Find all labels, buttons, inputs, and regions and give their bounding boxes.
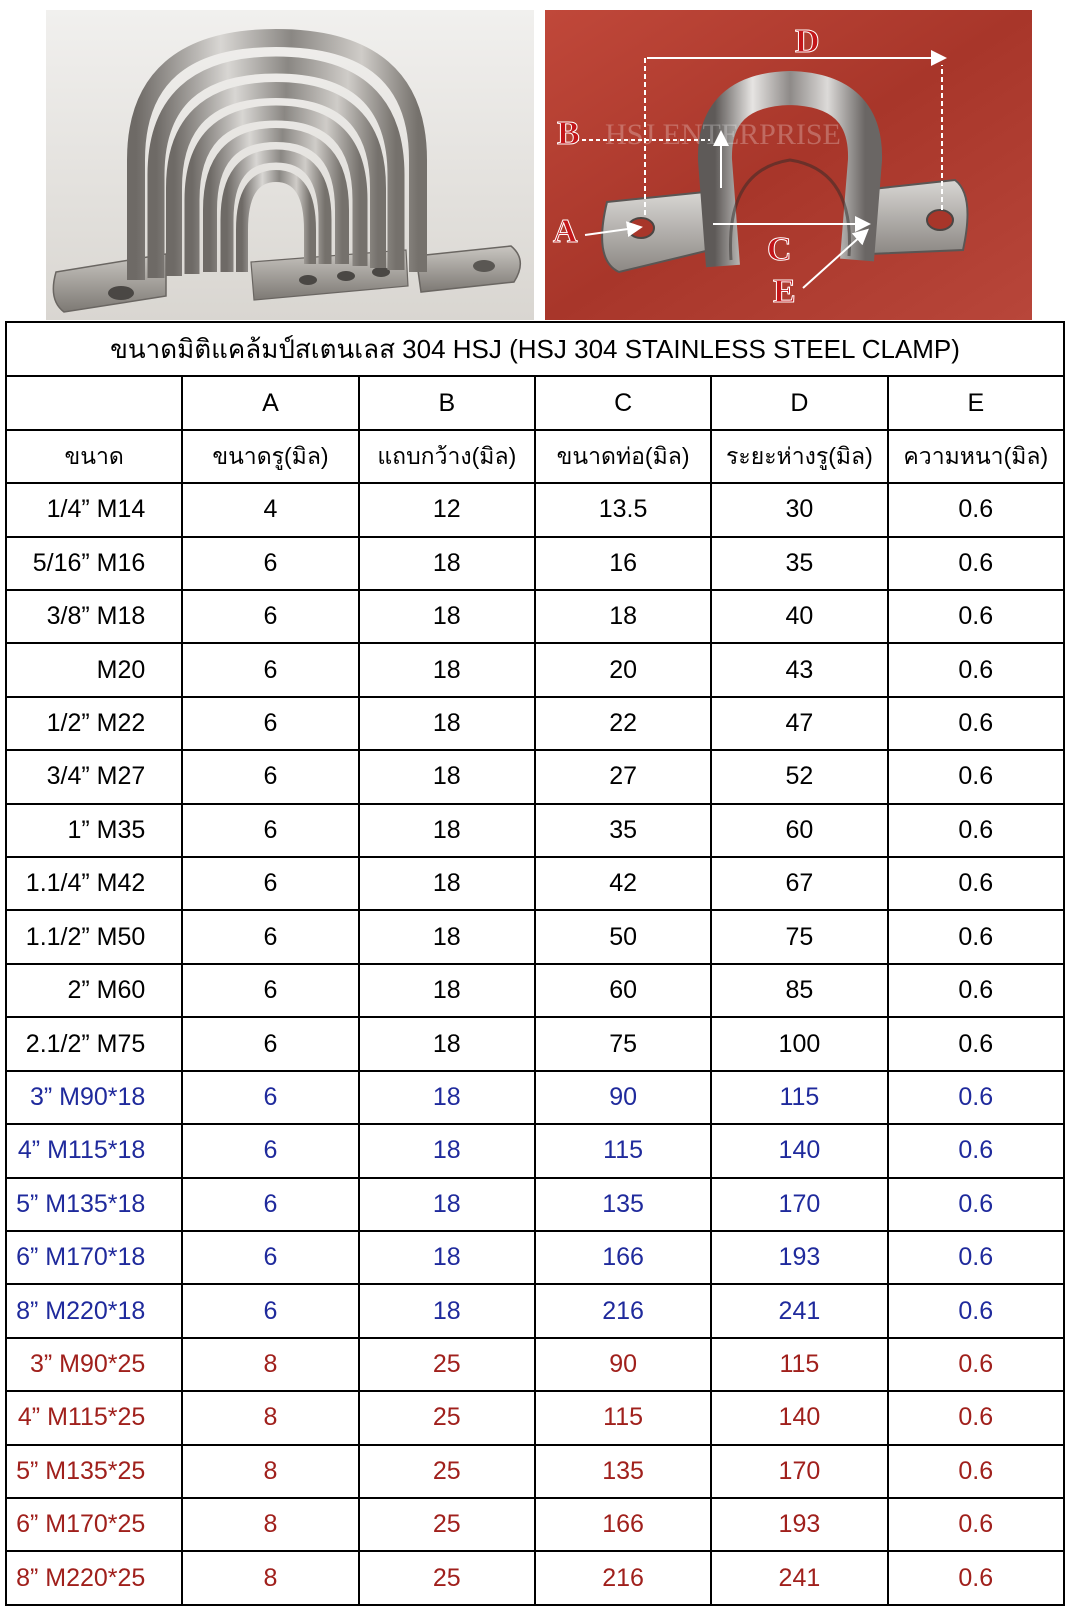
value-cell-a: 6 [182,857,358,910]
column-label: แถบกว้าง(มิล) [359,430,535,483]
value-cell-a: 6 [182,697,358,750]
value-cell-c: 90 [535,1071,711,1124]
value-cell-a: 6 [182,590,358,643]
value-cell-e: 0.6 [888,1391,1064,1444]
value-cell-a: 6 [182,910,358,963]
size-cell: 8” M220*18 [6,1284,182,1337]
value-cell-d: 40 [711,590,887,643]
size-cell: 6” M170*25 [6,1498,182,1551]
value-cell-d: 140 [711,1391,887,1444]
column-label: ความหนา(มิล) [888,430,1064,483]
table-row [6,857,1064,910]
size-cell: 1/2” M22 [6,697,182,750]
label-d: D [795,23,820,60]
value-cell-e: 0.6 [888,590,1064,643]
value-cell-b: 18 [359,964,535,1017]
value-cell-c: 18 [535,590,711,643]
table-row [6,804,1064,857]
size-cell: 1.1/2” M50 [6,910,182,963]
value-cell-a: 6 [182,750,358,803]
value-cell-a: 6 [182,537,358,590]
value-cell-b: 12 [359,483,535,536]
value-cell-b: 18 [359,590,535,643]
value-cell-a: 6 [182,964,358,1017]
value-cell-d: 241 [711,1284,887,1337]
value-cell-d: 75 [711,910,887,963]
value-cell-d: 140 [711,1124,887,1177]
value-cell-a: 6 [182,804,358,857]
value-cell-e: 0.6 [888,857,1064,910]
value-cell-e: 0.6 [888,1498,1064,1551]
clamp-spec-table [5,321,1065,1606]
column-label: ขนาดรู(มิล) [182,430,358,483]
value-cell-c: 166 [535,1498,711,1551]
table-row [6,1338,1064,1391]
size-cell: 3/4” M27 [6,750,182,803]
value-cell-e: 0.6 [888,1071,1064,1124]
size-cell: 3” M90*25 [6,1338,182,1391]
value-cell-e: 0.6 [888,483,1064,536]
value-cell-a: 6 [182,1017,358,1070]
value-cell-b: 18 [359,1071,535,1124]
value-cell-d: 170 [711,1178,887,1231]
size-cell: 6” M170*18 [6,1231,182,1284]
size-cell: M20 [6,643,182,696]
value-cell-e: 0.6 [888,750,1064,803]
size-cell: 8” M220*25 [6,1551,182,1605]
value-cell-d: 193 [711,1498,887,1551]
value-cell-b: 25 [359,1338,535,1391]
value-cell-e: 0.6 [888,1284,1064,1337]
size-cell: 1” M35 [6,804,182,857]
size-cell: 3” M90*18 [6,1071,182,1124]
column-label: ขนาดท่อ(มิล) [535,430,711,483]
value-cell-c: 27 [535,750,711,803]
value-cell-b: 18 [359,1124,535,1177]
watermark: HSJ ENTERPRISE [605,118,841,151]
value-cell-e: 0.6 [888,1178,1064,1231]
value-cell-e: 0.6 [888,697,1064,750]
value-cell-e: 0.6 [888,1338,1064,1391]
value-cell-b: 18 [359,697,535,750]
size-cell: 3/8” M18 [6,590,182,643]
value-cell-b: 18 [359,750,535,803]
table-row [6,643,1064,696]
value-cell-d: 115 [711,1338,887,1391]
table-row [6,1178,1064,1231]
letter-header: E [888,376,1064,429]
value-cell-b: 18 [359,643,535,696]
value-cell-b: 18 [359,910,535,963]
value-cell-d: 43 [711,643,887,696]
label-a: A [553,213,578,250]
value-cell-d: 170 [711,1445,887,1498]
value-cell-a: 6 [182,1178,358,1231]
value-cell-e: 0.6 [888,1231,1064,1284]
letter-header: C [535,376,711,429]
value-cell-c: 216 [535,1284,711,1337]
table-title: ขนาดมิติแคล้มป์สเตนเลส 304 HSJ (HSJ 304 STAINLESS STEEL CLAMP) [6,322,1064,376]
table-row [6,1284,1064,1337]
dimension-diagram-illustration [545,10,1032,320]
value-cell-a: 8 [182,1338,358,1391]
value-cell-d: 60 [711,804,887,857]
size-cell: 2” M60 [6,964,182,1017]
size-cell: 5” M135*18 [6,1178,182,1231]
table-row [6,590,1064,643]
value-cell-b: 25 [359,1551,535,1605]
value-cell-c: 115 [535,1124,711,1177]
value-cell-a: 8 [182,1391,358,1444]
value-cell-c: 42 [535,857,711,910]
value-cell-c: 22 [535,697,711,750]
label-header-row [6,430,1064,483]
table-row [6,964,1064,1017]
value-cell-a: 6 [182,1124,358,1177]
nested-clamps-illustration [46,10,534,320]
table-row [6,1231,1064,1284]
value-cell-c: 20 [535,643,711,696]
size-cell: 5/16” M16 [6,537,182,590]
value-cell-a: 6 [182,1071,358,1124]
table-row [6,1498,1064,1551]
table-row [6,1071,1064,1124]
size-cell: 2.1/2” M75 [6,1017,182,1070]
table-row [6,483,1064,536]
letter-header [6,376,182,429]
value-cell-d: 241 [711,1551,887,1605]
table-row [6,1551,1064,1605]
value-cell-c: 75 [535,1017,711,1070]
letter-header: A [182,376,358,429]
value-cell-e: 0.6 [888,964,1064,1017]
value-cell-b: 18 [359,1231,535,1284]
value-cell-a: 6 [182,1231,358,1284]
value-cell-d: 193 [711,1231,887,1284]
size-cell: 5” M135*25 [6,1445,182,1498]
value-cell-b: 18 [359,1178,535,1231]
value-cell-b: 18 [359,1017,535,1070]
table-row [6,1124,1064,1177]
value-cell-c: 90 [535,1338,711,1391]
value-cell-c: 13.5 [535,483,711,536]
value-cell-d: 30 [711,483,887,536]
value-cell-c: 50 [535,910,711,963]
value-cell-d: 47 [711,697,887,750]
value-cell-d: 100 [711,1017,887,1070]
size-cell: 4” M115*25 [6,1391,182,1444]
value-cell-b: 25 [359,1445,535,1498]
column-label: ระยะห่างรู(มิล) [711,430,887,483]
value-cell-c: 16 [535,537,711,590]
value-cell-e: 0.6 [888,1124,1064,1177]
value-cell-e: 0.6 [888,643,1064,696]
value-cell-a: 4 [182,483,358,536]
value-cell-e: 0.6 [888,910,1064,963]
size-cell: 1/4” M14 [6,483,182,536]
size-cell: 1.1/4” M42 [6,857,182,910]
value-cell-c: 135 [535,1445,711,1498]
value-cell-e: 0.6 [888,537,1064,590]
table-row [6,1445,1064,1498]
table-row [6,537,1064,590]
label-e: E [773,273,796,310]
value-cell-c: 166 [535,1231,711,1284]
value-cell-c: 135 [535,1178,711,1231]
value-cell-e: 0.6 [888,1445,1064,1498]
column-label: ขนาด [6,430,182,483]
value-cell-c: 60 [535,964,711,1017]
value-cell-b: 18 [359,804,535,857]
value-cell-a: 6 [182,643,358,696]
value-cell-e: 0.6 [888,1017,1064,1070]
value-cell-d: 35 [711,537,887,590]
value-cell-b: 18 [359,1284,535,1337]
value-cell-a: 6 [182,1284,358,1337]
value-cell-e: 0.6 [888,1551,1064,1605]
value-cell-c: 216 [535,1551,711,1605]
letter-header: D [711,376,887,429]
dimension-diagram-photo [545,10,1032,320]
table-row [6,697,1064,750]
value-cell-b: 18 [359,537,535,590]
value-cell-a: 8 [182,1551,358,1605]
table-row [6,910,1064,963]
value-cell-b: 25 [359,1498,535,1551]
letter-header-row [6,376,1064,429]
table-row [6,1017,1064,1070]
value-cell-e: 0.6 [888,804,1064,857]
label-b: B [557,115,580,152]
value-cell-c: 35 [535,804,711,857]
value-cell-a: 8 [182,1445,358,1498]
value-cell-a: 8 [182,1498,358,1551]
value-cell-b: 25 [359,1391,535,1444]
label-c: C [767,231,792,268]
value-cell-d: 85 [711,964,887,1017]
size-cell: 4” M115*18 [6,1124,182,1177]
value-cell-d: 67 [711,857,887,910]
value-cell-d: 115 [711,1071,887,1124]
value-cell-d: 52 [711,750,887,803]
table-row [6,1391,1064,1444]
value-cell-c: 115 [535,1391,711,1444]
table-row [6,750,1064,803]
value-cell-b: 18 [359,857,535,910]
letter-header: B [359,376,535,429]
product-photos [0,0,1070,322]
nested-clamps-photo [46,10,534,320]
